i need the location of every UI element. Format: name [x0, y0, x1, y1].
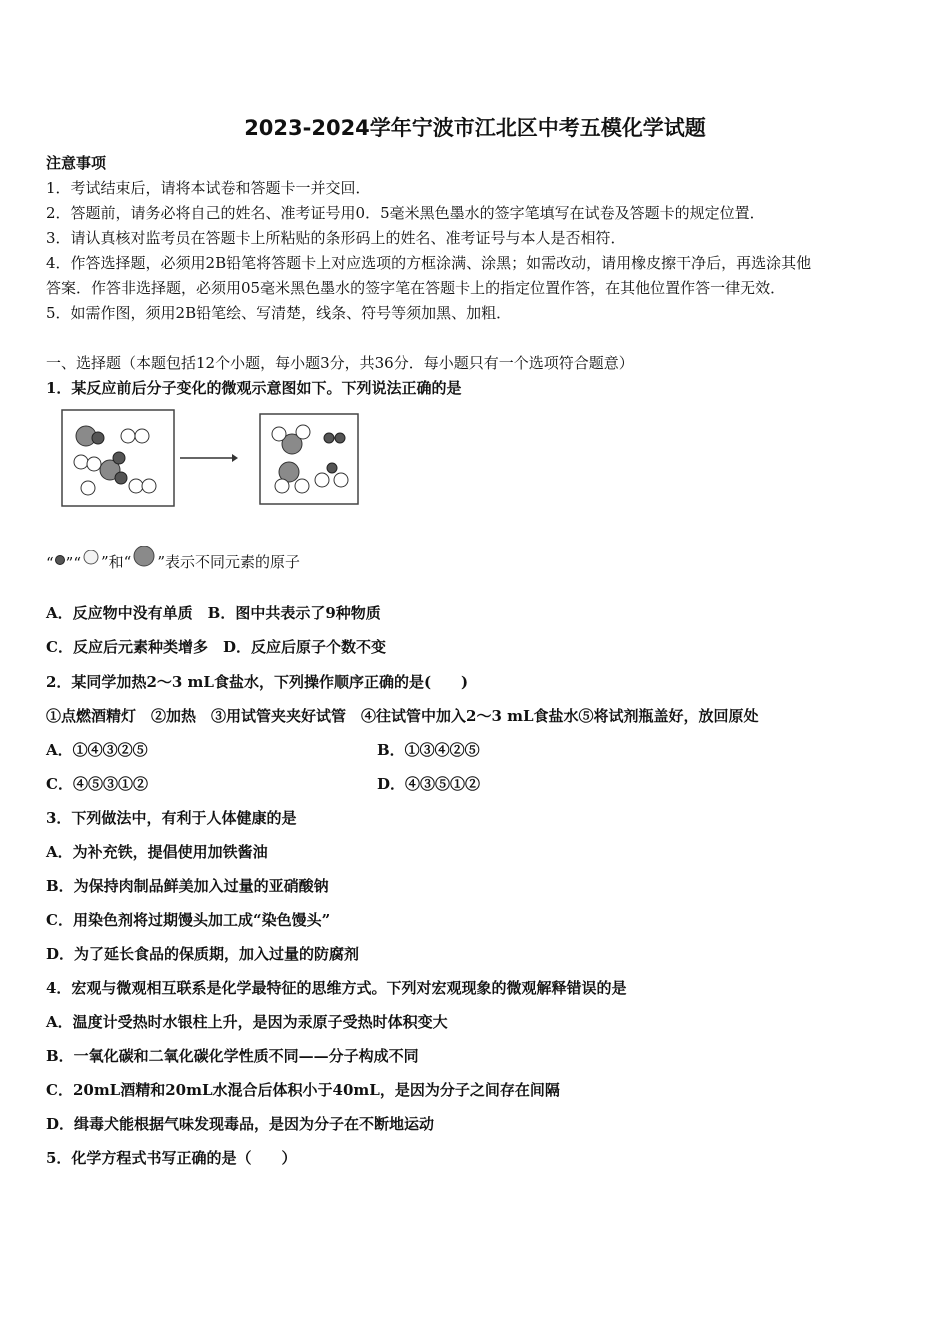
legend-quote: “ [46, 554, 54, 572]
legend-suffix: ”表示不同元素的原子 [157, 553, 301, 571]
option-c: C．20mL酒精和20mL水混合后体积小于40mL，是因为分子之间存在间隔 [46, 1081, 560, 1099]
question-4-stem: 4．宏观与微观相互联系是化学最特征的思维方式。下列对宏观现象的微观解释错误的是 [46, 979, 627, 997]
question-5-stem: 5．化学方程式书写正确的是（ ） [46, 1149, 297, 1167]
notice-item: 3．请认真核对监考员在答题卡上所粘贴的条形码上的姓名、准考证号与本人是否相符． [46, 229, 626, 247]
question-3-stem: 3．下列做法中，有利于人体健康的是 [46, 809, 297, 827]
white-atom [142, 479, 156, 493]
option-c-text: C．反应后元素种类增多 [46, 638, 208, 656]
small-dark-atom [335, 433, 345, 443]
small-dark-atom [324, 433, 334, 443]
legend-sep: ”和“ [101, 553, 132, 571]
white-atom [275, 479, 289, 493]
option-d-text: D．反应后原子个数不变 [222, 638, 386, 656]
white-atom [315, 473, 329, 487]
option-d: D．为了延长食品的保质期，加入过量的防腐剂 [46, 945, 360, 963]
notice-item: 答案．作答非选择题，必须用05毫米黑色墨水的签字笔在答题卡上的指定位置作答，在其他位置作答一律无效． [46, 279, 786, 297]
option-a-text: A．反应物中没有单质 [46, 604, 193, 622]
white-atom [296, 425, 310, 439]
white-atom [295, 479, 309, 493]
option-a: A．温度计受热时水银柱上升，是因为汞原子受热时体积变大 [46, 1013, 448, 1031]
white-atom [87, 457, 101, 471]
page-title: 2023-2024学年宁波市江北区中考五模化学试题 [244, 116, 706, 140]
option-b: B．一氧化碳和二氧化碳化学性质不同——分子构成不同 [46, 1047, 419, 1065]
option-d: D．缉毒犬能根据气味发现毒品，是因为分子在不断地运动 [46, 1115, 435, 1133]
option-a [46, 602, 381, 623]
small-dark-atom [92, 432, 104, 444]
question-2-steps: ①点燃酒精灯 ②加热 ③用试管夹夹好试管 ④往试管中加入2～3 mL食盐水⑤将试剂瓶盖好，放回原处 [46, 707, 759, 725]
option-b: B．为保持肉制品鲜美加入过量的亚硝酸钠 [46, 877, 329, 895]
white-atom [334, 473, 348, 487]
large-grey-atom-icon [131, 546, 157, 572]
option-d: D．④③⑤①② [377, 775, 481, 793]
question-2-stem: 2．某同学加热2～3 mL食盐水，下列操作顺序正确的是( ) [46, 673, 469, 691]
option-a: A．①④③②⑤ [46, 741, 148, 759]
notice-item: 5．如需作图，须用2B铅笔绘、写清楚，线条、符号等须加黑、加粗． [46, 304, 512, 322]
option-c: C．用染色剂将过期馒头加工成“染色馒头” [46, 911, 331, 929]
white-atom [272, 427, 286, 441]
option-b: B．①③④②⑤ [377, 741, 480, 759]
white-atom [74, 455, 88, 469]
small-dark-atom [327, 463, 337, 473]
white-atom-icon [81, 550, 101, 572]
reaction-arrow-head [232, 454, 238, 462]
white-atom [129, 479, 143, 493]
option-a: A．为补充铁，提倡使用加铁酱油 [46, 843, 268, 861]
notice-heading: 注意事项 [46, 154, 107, 172]
small-dark-atom [113, 452, 125, 464]
legend-sep: ”“ [65, 554, 82, 572]
white-atom [135, 429, 149, 443]
notice-item: 1．考试结束后，请将本试卷和答题卡一并交回． [46, 179, 371, 197]
option-c: C．④⑤③①② [46, 775, 148, 793]
small-dark-atom-icon [54, 554, 66, 572]
section-heading: 一、选择题（本题包括12个小题，每小题3分，共36分．每小题只有一个选项符合题意） [46, 354, 634, 372]
notice-item: 2．答题前，请务必将自己的姓名、准考证号用0．5毫米黑色墨水的签字笔填写在试卷及答题卡的规定位置． [46, 204, 765, 222]
notice-item: 4．作答选择题，必须用2B铅笔将答题卡上对应选项的方框涂满、涂黑；如需改动，请用橡皮擦干净后，再选涂其他 [46, 254, 812, 272]
small-dark-atom [115, 472, 127, 484]
atom-legend [46, 546, 300, 572]
reaction-diagram [48, 406, 368, 516]
white-atom [121, 429, 135, 443]
option-c [46, 636, 386, 657]
question-1-stem: 1．某反应前后分子变化的微观示意图如下。下列说法正确的是 [46, 379, 462, 397]
option-b-text: B．图中共表示了9种物质 [207, 604, 381, 622]
white-atom [81, 481, 95, 495]
